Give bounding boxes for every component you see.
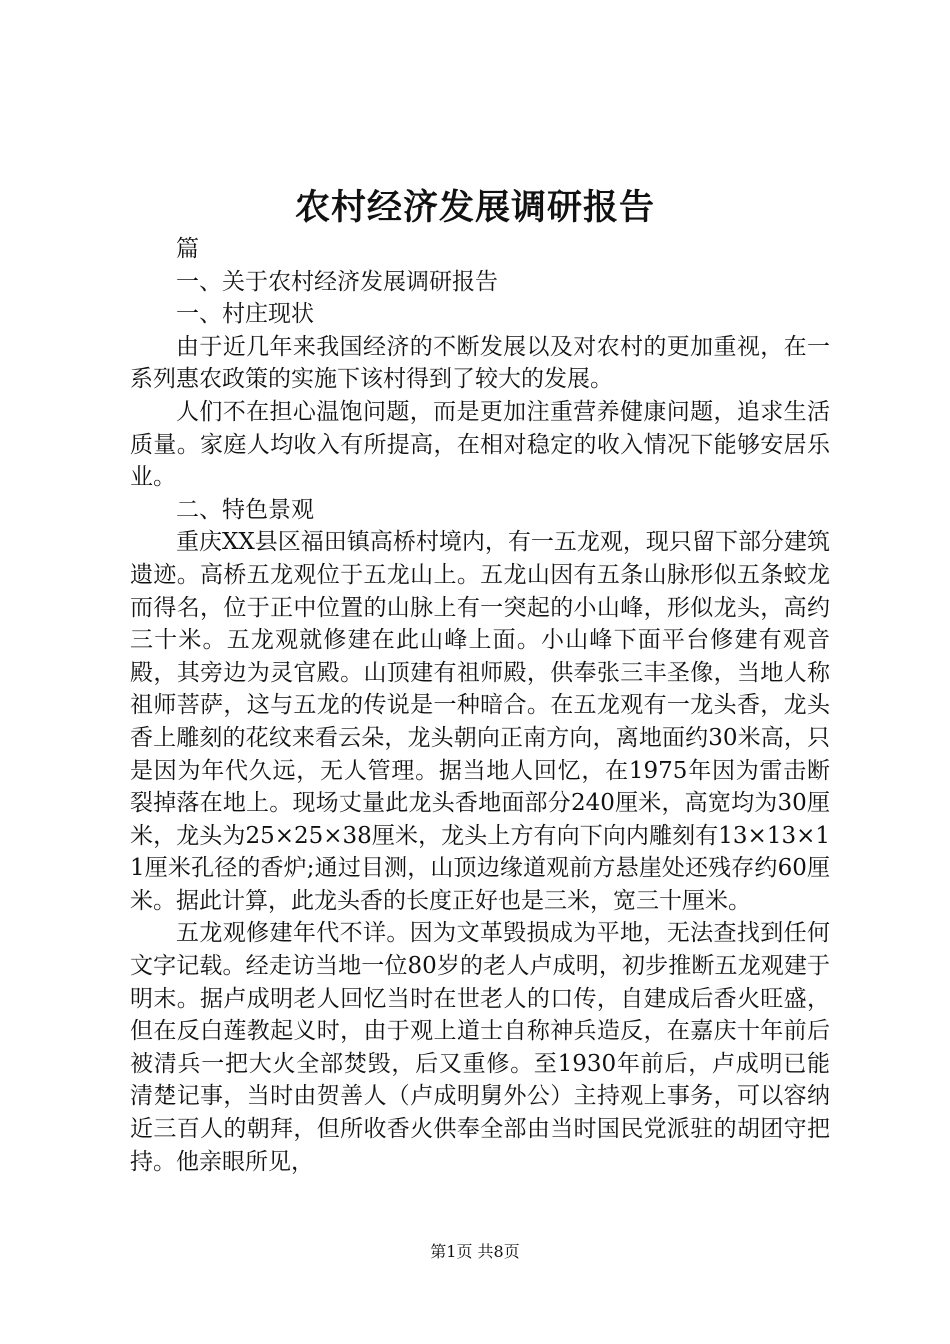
paragraph-living-quality: 人们不在担心温饱问题，而是更加注重营养健康问题，追求生活质量。家庭人均收入有所提高，在相对稳定的收入情况下能够安居乐业。 [130,398,830,491]
paragraph-development: 由于近几年来我国经济的不断发展以及对农村的更加重视，在一系列惠农政策的实施下该村得到了较大的发展。 [130,333,830,393]
paragraph-wulong-temple: 重庆XX县区福田镇高桥村境内，有一五龙观，现只留下部分建筑遗迹。高桥五龙观位于五龙山上。五龙山因有五条山脉形似五条蛟龙而得名，位于正中位置的山脉上有一突起的小山峰，形似龙头，高约三十米。五龙观就修建在此山峰上面。小山峰下面平台修建有观音殿，其旁边为灵官殿。山顶建有祖师殿，供奉张三丰圣像，当地人称祖师菩萨，这与五龙的传说是一种暗合。在五龙观有一龙头香，龙头香上雕刻的花纹来看云朵，龙头朝向正南方向，离地面约30米高，只是因为年代久远，无人管理。据当地人回忆，在1975年因为雷击断裂掉落在地上。现场丈量此龙头香地面部分240厘米，高宽均为30厘米，龙头为25×25×38厘米，龙头上方有向下向内雕刻有13×13×11厘米孔径的香炉;通过目测，山顶边缘道观前方悬崖处还残存约60厘米。据此计算，此龙头香的长度正好也是三米，宽三十厘米。 [130,529,830,914]
paragraph-temple-history: 五龙观修建年代不详。因为文革毁损成为平地，无法查找到任何文字记载。经走访当地一位80岁的老人卢成明，初步推断五龙观建于明末。据卢成明老人回忆当时在世老人的口传，自建成后香火旺盛，但在反白莲教起义时，由于观上道士自称神兵造反，在嘉庆十年前后被清兵一把大火全部焚毁，后又重修。至1930年前后，卢成明已能清楚记事，当时由贺善人（卢成明舅外公）主持观上事务，可以容纳近三百人的朝拜，但所收香火供奉全部由当时国民党派驻的胡团守把持。他亲眼所见， [130,920,830,1175]
page-footer: 第1页 共8页 [430,1242,520,1261]
document-body [130,233,830,1178]
paragraph-heading-landscape: 二、特色景观 [176,496,314,523]
paragraph-section-marker: 篇 [176,236,199,262]
document-title: 农村经济发展调研报告 [294,187,655,228]
paragraph-heading-village-status: 一、村庄现状 [176,301,314,328]
paragraph-report-heading: 一、关于农村经济发展调研报告 [176,268,498,295]
